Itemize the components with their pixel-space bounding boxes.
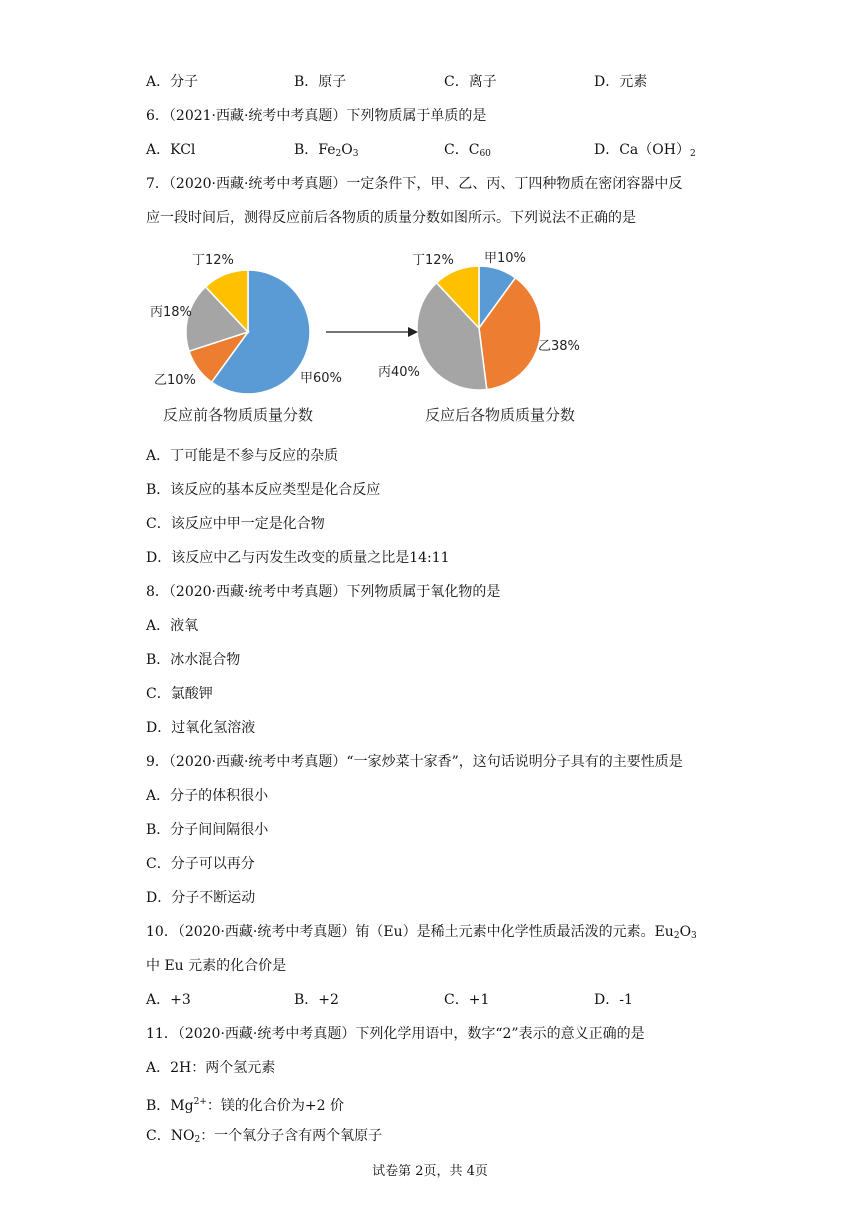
- q9-option-c: C．分子可以再分: [146, 856, 255, 872]
- q11-option-b: B．$Mg^{2+}$：镁的化合价为+2 价: [146, 1097, 344, 1114]
- q8-option-d: D．过氧化氢溶液: [146, 720, 256, 736]
- q5-option-d: D．元素: [594, 74, 648, 90]
- pie-slice-label: 丙40%: [378, 365, 420, 380]
- pie-chart-before: [150, 253, 342, 424]
- q10-option-a: A．+3: [146, 992, 191, 1008]
- q5-option-c: C．离子: [444, 74, 497, 90]
- pie-slice-label: 乙10%: [154, 373, 196, 388]
- pie-slice-label: 甲60%: [300, 371, 342, 386]
- q10-stem-line2: 中 Eu 元素的化合价是: [146, 958, 287, 974]
- q6-option-a: A．KCl: [146, 142, 196, 158]
- q8-option-b: B．冰水混合物: [146, 652, 241, 668]
- pie-chart-caption: 反应前各物质质量分数: [162, 406, 314, 424]
- q10-option-c: C．+1: [444, 992, 490, 1008]
- q6-stem: 6．（2021·西藏·统考中考真题）下列物质属于单质的是: [146, 108, 487, 124]
- q7-option-b: B．该反应的基本反应类型是化合反应: [146, 482, 381, 498]
- q8-option-c: C．氯酸钾: [146, 686, 213, 702]
- q5-options: [146, 72, 746, 92]
- q9-option-b: B．分子间间隔很小: [146, 822, 269, 838]
- q11-option-c: C．$NO_2$：一个氧分子含有两个氧原子: [146, 1128, 383, 1145]
- q6-option-c: C．$C_{60}$: [444, 142, 491, 159]
- pie-chart-caption: 反应后各物质质量分数: [424, 406, 576, 424]
- q10-options: [146, 990, 746, 1010]
- q9-option-a: A．分子的体积很小: [146, 788, 269, 804]
- q7-stem-line2: 应一段时间后，测得反应前后各物质的质量分数如图所示。下列说法不正确的是: [146, 210, 636, 226]
- pie-slice-label: 丙18%: [150, 305, 192, 320]
- q8-option-a: A．液氧: [146, 618, 199, 634]
- q8-stem: 8．（2020·西藏·统考中考真题）下列物质属于氧化物的是: [146, 584, 501, 600]
- q9-stem: 9．（2020·西藏·统考中考真题）“一家炒菜十家香”，这句话说明分子具有的主要性质是: [146, 754, 683, 770]
- q6-option-b: B．$Fe_2O_3$: [294, 142, 359, 159]
- page-footer: 试卷第 2页，共 4页: [372, 1164, 488, 1179]
- q10-option-d: D．-1: [594, 992, 633, 1008]
- pie-slice-label: 丁12%: [412, 253, 454, 268]
- q7-option-d: D．该反应中乙与丙发生改变的质量之比是14:11: [146, 550, 450, 566]
- q6-option-d: D．$Ca(OH)_2$: [594, 142, 696, 159]
- q5-option-a: A．分子: [146, 74, 199, 90]
- q11-stem: 11．（2020·西藏·统考中考真题）下列化学用语中，数字“2”表示的意义正确的是: [146, 1026, 645, 1042]
- q7-option-a: A．丁可能是不参与反应的杂质: [146, 448, 339, 464]
- pie-slice-label: 乙38%: [538, 339, 580, 354]
- q7-stem-line1: 7．（2020·西藏·统考中考真题）一定条件下，甲、乙、丙、丁四种物质在密闭容器中反: [146, 176, 683, 192]
- q7-pie-charts: [146, 236, 606, 436]
- q9-option-d: D．分子不断运动: [146, 890, 256, 906]
- q6-options: [146, 140, 746, 160]
- pie-chart-after: [378, 251, 580, 424]
- pie-slice-label: 丁12%: [192, 253, 234, 268]
- pie-slice-label: 甲10%: [484, 251, 526, 266]
- q7-option-c: C．该反应中甲一定是化合物: [146, 516, 325, 532]
- q5-option-b: B．原子: [294, 74, 347, 90]
- q10-stem-line1: 10．（2020·西藏·统考中考真题）铕（Eu）是稀土元素中化学性质最活泼的元素。$Eu_2O_3$: [146, 924, 697, 941]
- q11-option-a: A．2H：两个氢元素: [146, 1060, 276, 1076]
- q10-option-b: B．+2: [294, 992, 339, 1008]
